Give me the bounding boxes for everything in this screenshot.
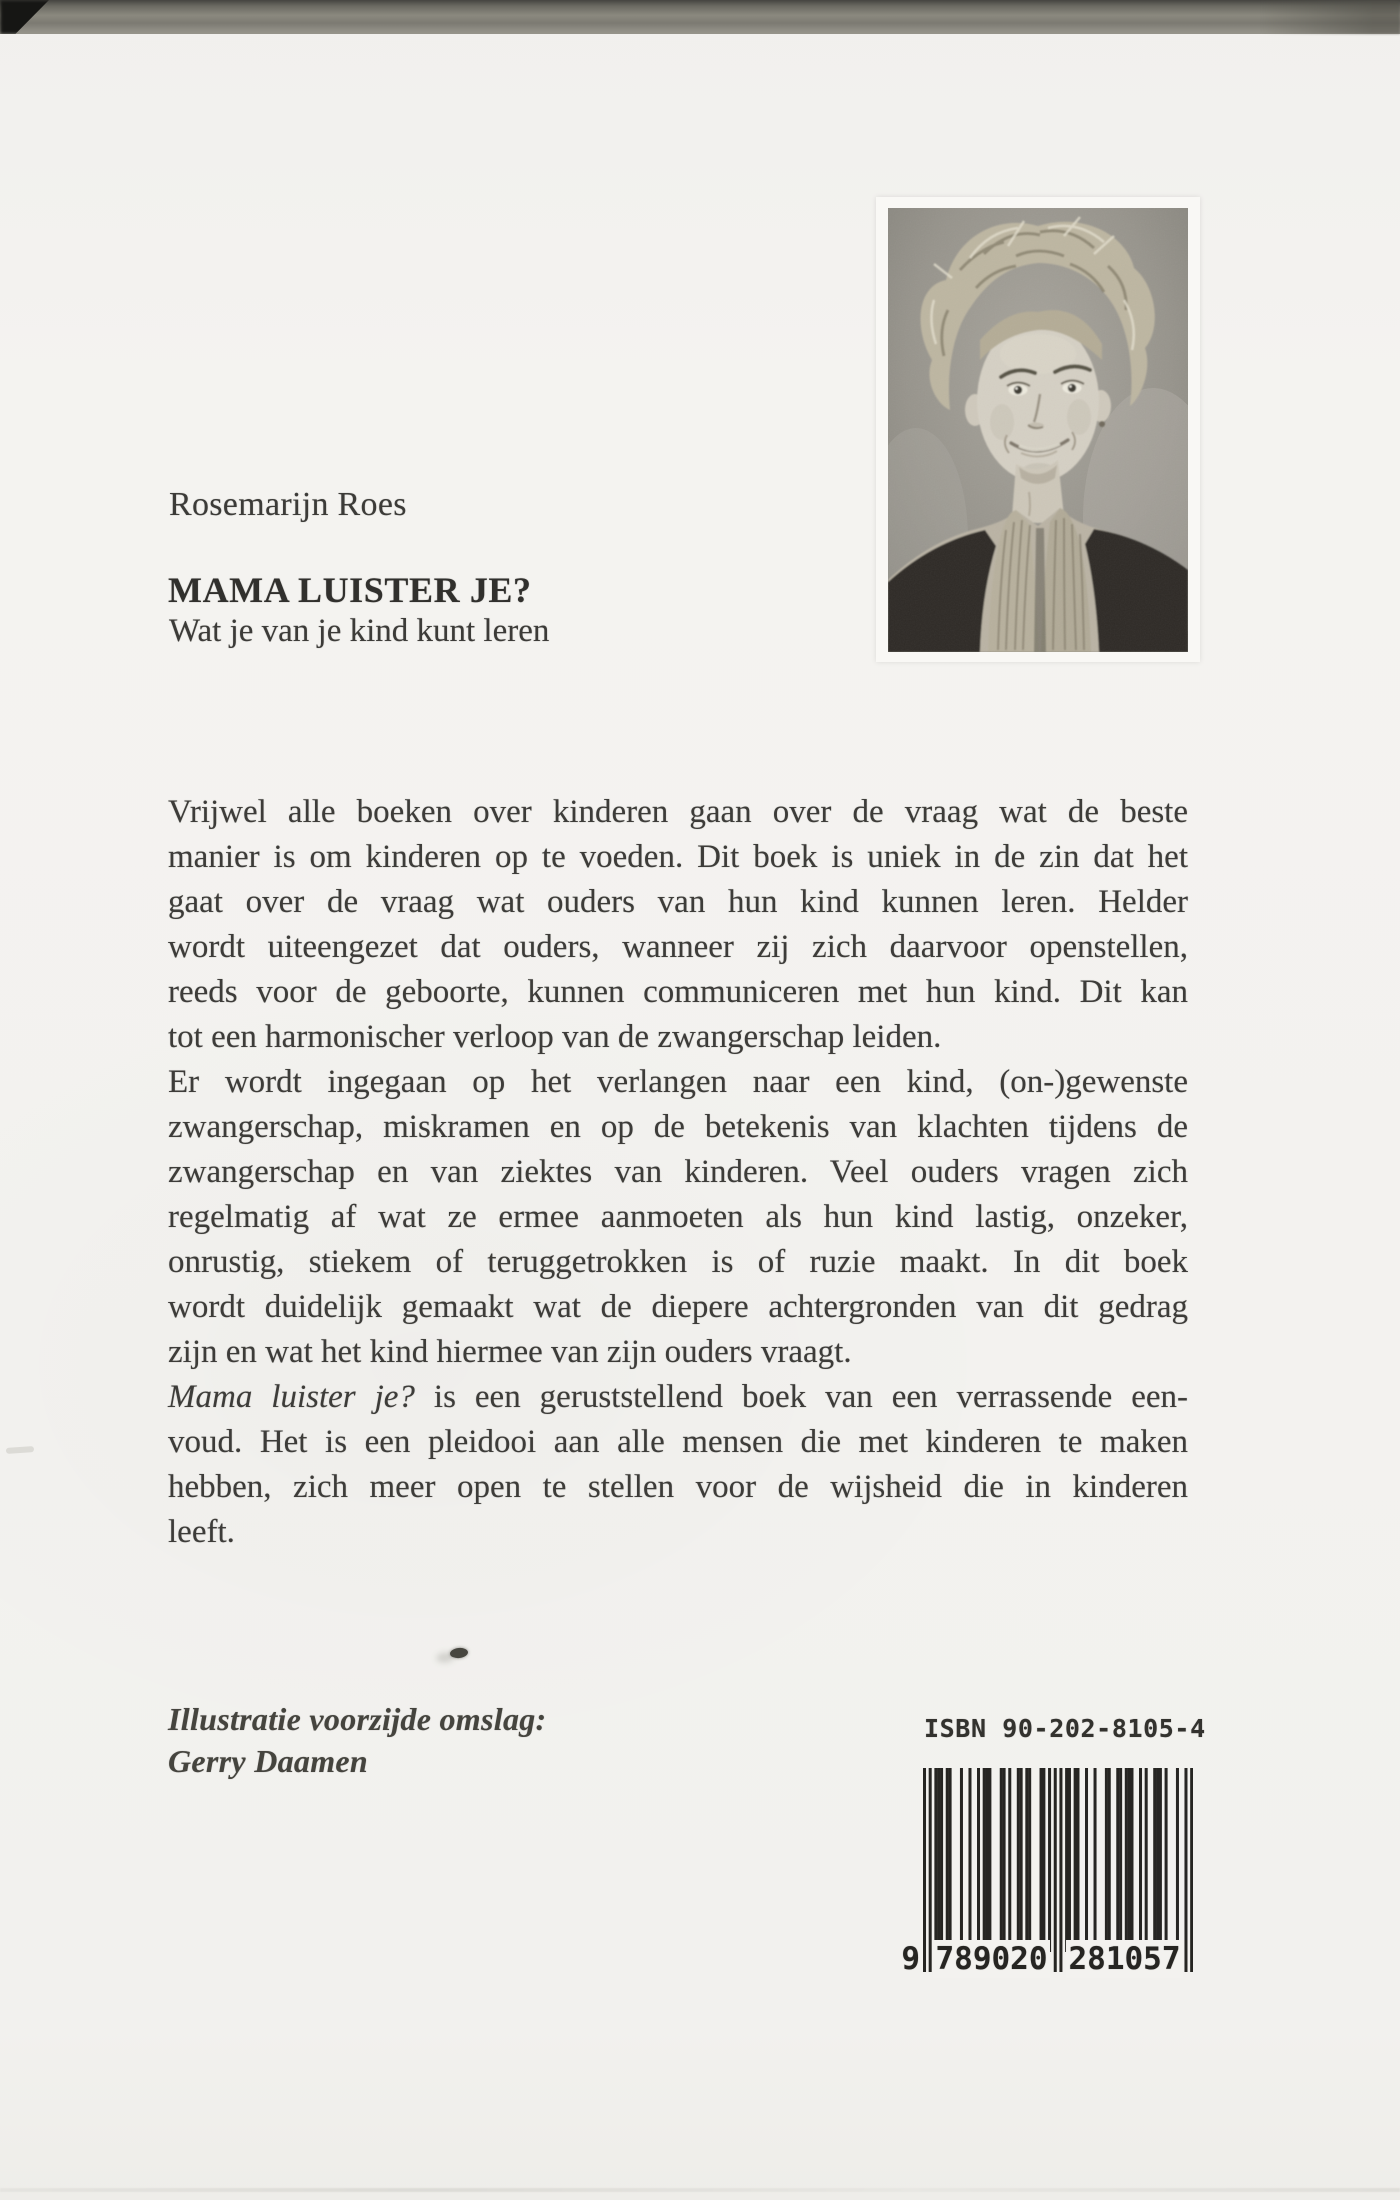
blurb-line: onrustig, stiekem of teruggetrokken is of ruzie maakt. In dit boek (168, 1244, 1188, 1280)
author-portrait-illustration (888, 208, 1188, 652)
ink-smudge (450, 1647, 469, 1659)
blurb-line: reeds voor de geboorte, kunnen communiceren met hun kind. Dit kan (168, 974, 1188, 1010)
blurb-line: hebben, zich meer open te stellen voor de wijsheid die in kinderen (168, 1469, 1188, 1505)
book-title: MAMA LUISTER JE? (168, 570, 532, 610)
ean-digits-group1: 789020 (933, 1940, 1050, 1978)
ean-digits-group2: 281057 (1066, 1940, 1183, 1978)
author-photo (876, 197, 1200, 662)
blurb-line: gaat over de vraag wat ouders van hun kind kunnen leren. Helder (168, 884, 1188, 920)
blurb (168, 790, 1188, 1555)
isbn-number: ISBN 90-202-8105-4 (924, 1714, 1206, 1743)
scan-corner-dark-right (1260, 0, 1400, 34)
credit-name: Gerry Daamen (168, 1743, 369, 1779)
author-name: Rosemarijn Roes (169, 486, 407, 523)
blurb-line: zwangerschap en van ziektes van kinderen. Veel ouders vragen zich (168, 1154, 1188, 1190)
blurb-line: Er wordt ingegaan op het verlangen naar een kind, (on-)gewenste (168, 1064, 1188, 1100)
barcode (890, 1768, 1202, 2000)
book-title-italic: Mama luister je? (168, 1379, 415, 1415)
scan-scratch (6, 1446, 34, 1454)
book-subtitle: Wat je van je kind kunt leren (169, 613, 550, 649)
scan-corner-dark-left (0, 0, 70, 34)
blurb-line: voud. Het is een pleidooi aan alle mensen die met kinderen te maken (168, 1424, 1188, 1460)
ean-digit-lead: 9 (901, 1941, 920, 1977)
blurb-line: wordt duidelijk gemaakt wat de diepere achtergronden van dit gedrag (168, 1289, 1188, 1325)
illustration-credit (168, 1698, 547, 1782)
blurb-line: Mama luister je? is een geruststellend boek van een verrassende een- (168, 1379, 1188, 1415)
blurb-line: wordt uiteengezet dat ouders, wanneer zij zich daarvoor openstellen, (168, 929, 1188, 965)
scan-bottom-edge (0, 2188, 1400, 2192)
blurb-line: tot een harmonischer verloop van de zwangerschap leiden. (168, 1019, 942, 1055)
credit-label: Illustratie voorzijde omslag: (168, 1701, 547, 1737)
scan-top-edge (0, 0, 1400, 34)
blurb-line: leeft. (168, 1514, 235, 1550)
blurb-line: Vrijwel alle boeken over kinderen gaan over de vraag wat de beste (168, 794, 1188, 830)
blurb-line: regelmatig af wat ze ermee aanmoeten als hun kind lastig, onzeker, (168, 1199, 1188, 1235)
blurb-line: zwangerschap, miskramen en op de betekenis van klachten tijdens de (168, 1109, 1188, 1145)
blurb-line: manier is om kinderen op te voeden. Dit boek is uniek in de zin dat het (168, 839, 1188, 875)
blurb-line: zijn en wat het kind hiermee van zijn ouders vraagt. (168, 1334, 852, 1370)
